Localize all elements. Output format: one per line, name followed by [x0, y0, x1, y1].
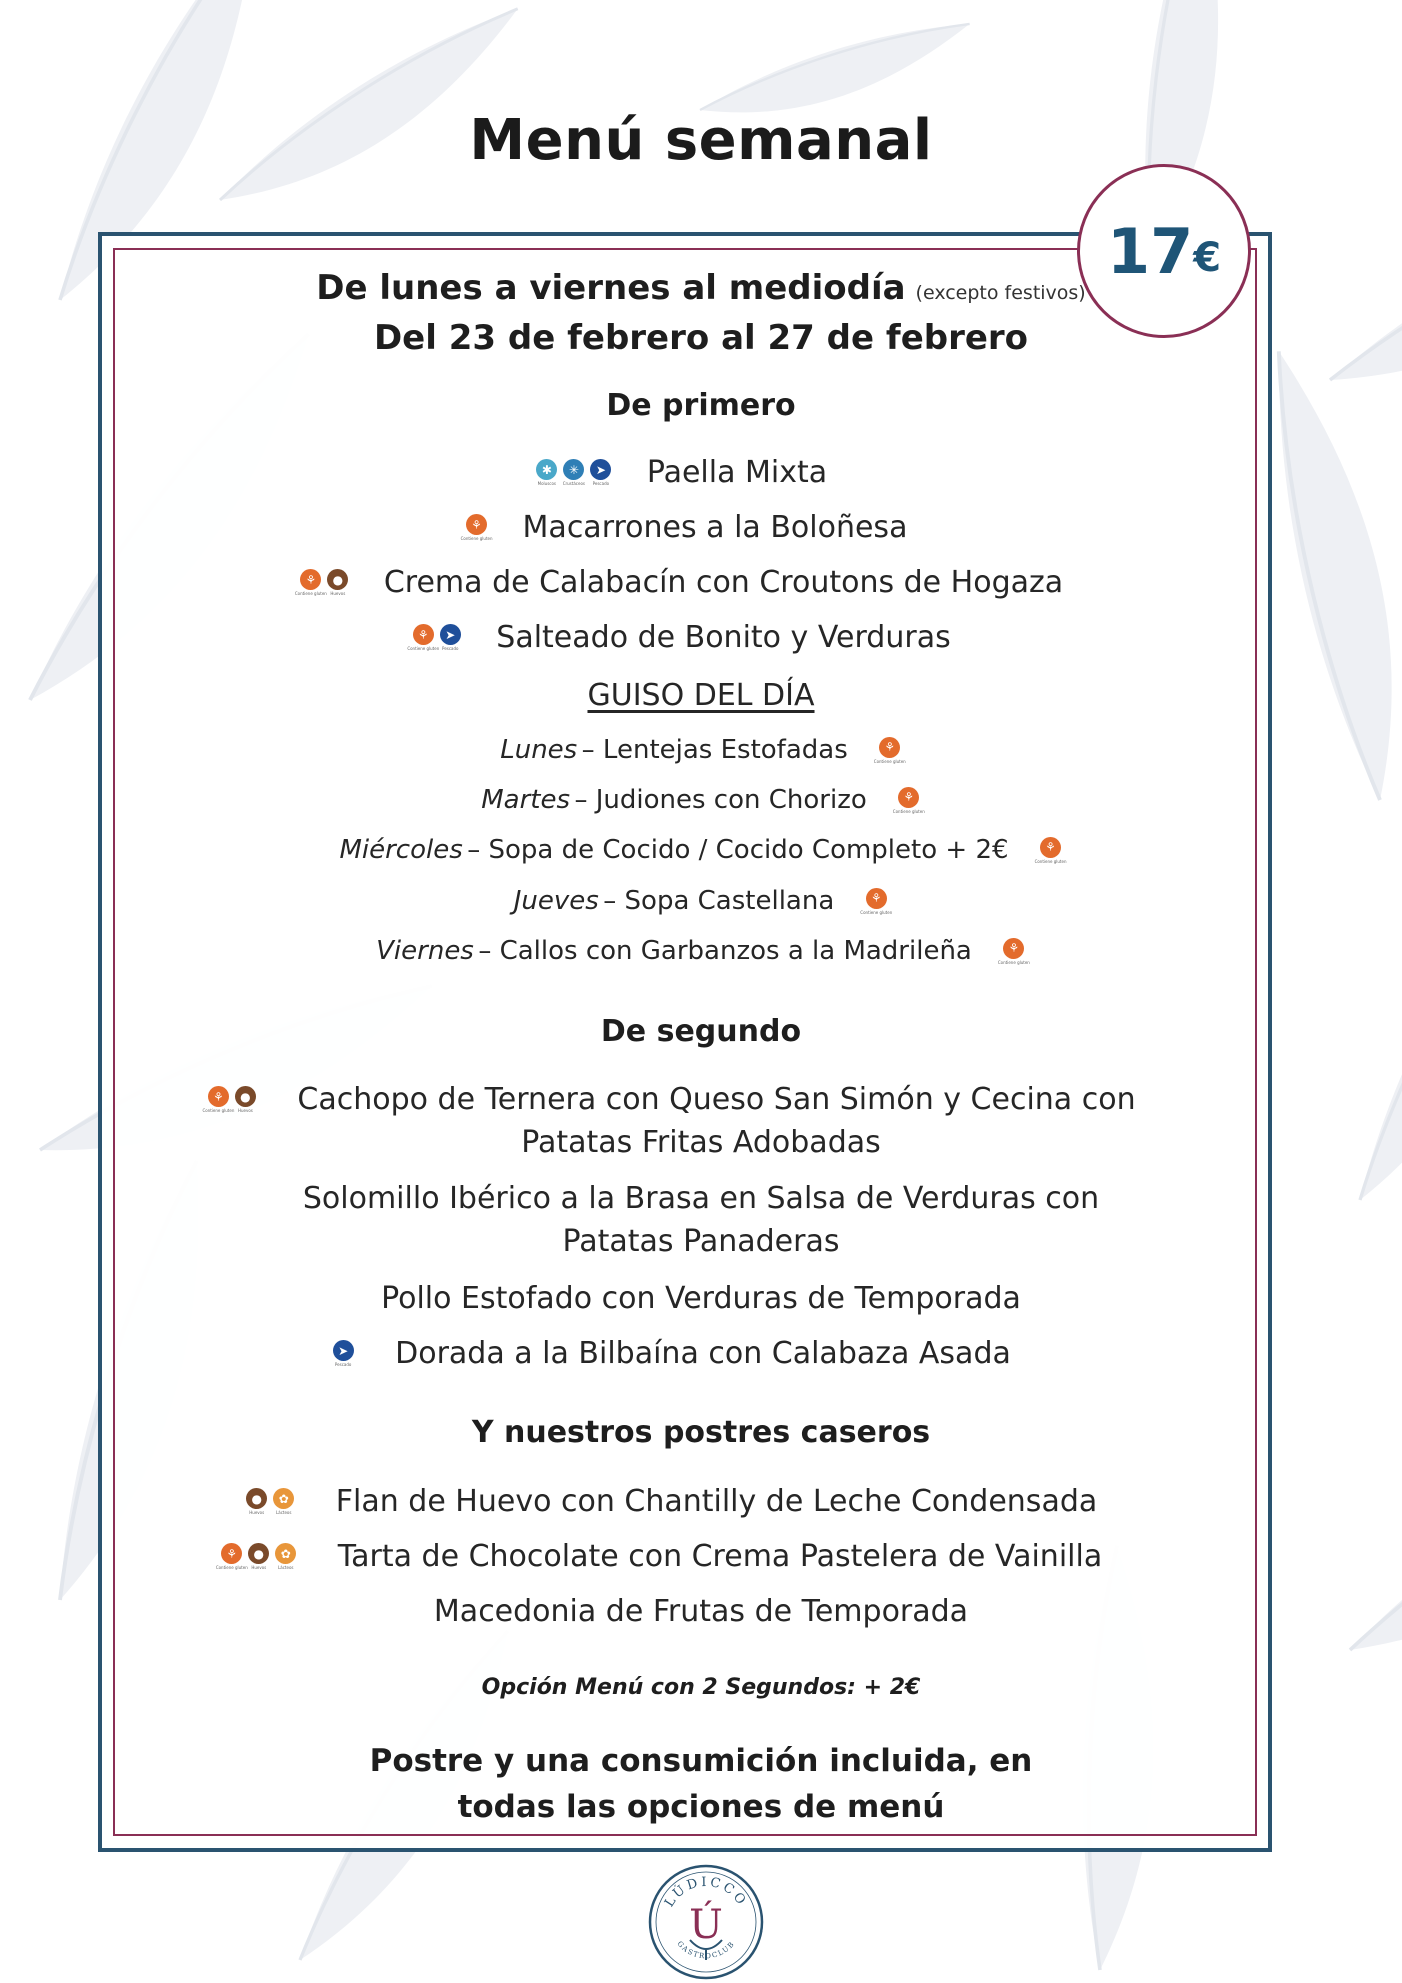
allergen-icons — [860, 888, 893, 915]
dish-row — [0, 510, 1402, 545]
allergen-icons — [202, 1086, 257, 1113]
milk-icon-glyph: ✿ — [275, 1543, 296, 1564]
section-postres — [0, 1415, 1402, 1450]
crab-icon-glyph: ✳ — [563, 459, 584, 480]
price-amount: 17 — [1106, 214, 1194, 288]
dish-row — [0, 1539, 1402, 1574]
dish-row — [0, 1281, 1402, 1316]
fish-icon — [589, 459, 613, 486]
dates-text: Del 23 de febrero al 27 de febrero — [373, 318, 1029, 358]
wheat-icon — [997, 938, 1030, 965]
dish-name-line2: Patatas Panaderas — [562, 1224, 840, 1259]
allergen-icons — [892, 787, 925, 814]
guiso-dish: – Sopa Castellana — [603, 886, 835, 916]
dish-name: Tarta de Chocolate con Crema Pastelera de Vainilla — [337, 1539, 1103, 1574]
guiso-dish: – Lentejas Estofadas — [581, 735, 848, 765]
allergen-caption: Contiene gluten — [215, 1565, 248, 1570]
price-badge — [1077, 164, 1251, 338]
guiso-dish: – Sopa de Cocido / Cocido Completo + 2€ — [467, 835, 1009, 865]
wheat-icon — [873, 737, 906, 764]
option-note: Opción Menú con 2 Segundos: + 2€ — [481, 1675, 921, 1700]
dish-row — [0, 620, 1402, 655]
dish-row — [0, 1181, 1402, 1216]
allergen-caption: Contiene gluten — [873, 758, 906, 764]
allergen-caption: Huevos — [251, 1565, 267, 1570]
guiso-row — [0, 835, 1402, 865]
milk-icon — [272, 1488, 296, 1515]
fish-icon — [331, 1340, 355, 1367]
price-currency: € — [1193, 235, 1222, 281]
allergen-icons — [460, 514, 493, 541]
milk-icon — [274, 1543, 298, 1570]
wheat-icon — [202, 1086, 235, 1113]
guiso-day: Viernes — [376, 936, 474, 966]
allergen-icons — [331, 1340, 355, 1367]
wheat-icon-glyph: ⚘ — [898, 787, 919, 808]
egg-icon-glyph: ● — [327, 569, 348, 590]
dish-name: Dorada a la Bilbaína con Calabaza Asada — [395, 1336, 1011, 1371]
dish-row — [0, 1082, 1402, 1117]
fish-icon-glyph: ➤ — [333, 1340, 354, 1361]
dish-name: Macarrones a la Boloñesa — [522, 510, 908, 545]
dish-row — [0, 1336, 1402, 1371]
allergen-caption: Huevos — [249, 1510, 265, 1515]
allergen-caption: Lácteos — [278, 1565, 294, 1570]
guiso-heading — [0, 678, 1402, 713]
guiso-dish: – Judiones con Chorizo — [574, 785, 867, 815]
dish-name: Pollo Estofado con Verduras de Temporada — [381, 1281, 1021, 1316]
logo-letter: Ú — [689, 1902, 723, 1948]
allergen-icons — [245, 1488, 296, 1515]
wheat-icon — [407, 624, 440, 651]
section-segundo — [0, 1014, 1402, 1049]
wheat-icon — [892, 787, 925, 814]
allergen-icons — [1034, 837, 1067, 864]
dish-name: Flan de Huevo con Chantilly de Leche Condensada — [335, 1484, 1098, 1519]
guiso-day: Martes — [481, 785, 571, 815]
dish-row — [0, 1594, 1402, 1629]
egg-icon-glyph: ● — [248, 1543, 269, 1564]
dish-row — [0, 565, 1402, 600]
fish-icon-glyph: ➤ — [440, 624, 461, 645]
allergen-icons — [215, 1543, 298, 1570]
allergen-icons — [873, 737, 906, 764]
section-primero — [0, 388, 1402, 423]
option-note-line — [0, 1675, 1402, 1700]
dish-row-continuation — [0, 1224, 1402, 1259]
allergen-caption: Crustáceos — [562, 481, 585, 486]
wheat-icon-glyph: ⚘ — [866, 888, 887, 909]
allergen-caption: Pescado — [442, 646, 459, 651]
footer-line — [0, 1789, 1402, 1825]
dish-name: Salteado de Bonito y Verduras — [496, 620, 951, 655]
allergen-icons — [407, 624, 462, 651]
dish-name: Cachopo de Ternera con Queso San Simón y Cecina con — [297, 1082, 1136, 1117]
guiso-row — [0, 936, 1402, 966]
logo-top-text: LÚDICCO — [662, 1874, 750, 1910]
wheat-icon — [215, 1543, 248, 1570]
mollusc-icon — [535, 459, 559, 486]
section-title-segundo: De segundo — [600, 1014, 802, 1049]
allergen-caption: Contiene gluten — [860, 909, 893, 915]
wheat-icon-glyph: ⚘ — [466, 514, 487, 535]
guiso-title: GUISO DEL DÍA — [587, 678, 815, 713]
footer-line — [0, 1743, 1402, 1779]
dish-row — [0, 1484, 1402, 1519]
allergen-caption: Lácteos — [276, 1510, 292, 1515]
allergen-icons — [997, 938, 1030, 965]
wheat-icon-glyph: ⚘ — [208, 1086, 229, 1107]
dish-name-line2: Patatas Fritas Adobadas — [521, 1125, 881, 1160]
allergen-caption: Contiene gluten — [1034, 858, 1067, 864]
section-title-primero: De primero — [606, 388, 796, 423]
ludicco-logo — [646, 1862, 766, 1982]
dish-name: Solomillo Ibérico a la Brasa en Salsa de Verduras con — [302, 1181, 1100, 1216]
egg-icon-glyph: ● — [246, 1488, 267, 1509]
allergen-icons — [535, 459, 613, 486]
wheat-icon-glyph: ⚘ — [1003, 938, 1024, 959]
egg-icon — [233, 1086, 257, 1113]
milk-icon-glyph: ✿ — [273, 1488, 294, 1509]
allergen-caption: Contiene gluten — [460, 536, 493, 541]
dish-row — [0, 455, 1402, 490]
wheat-icon — [294, 569, 327, 596]
guiso-row — [0, 886, 1402, 916]
mollusc-icon-glyph: ✱ — [536, 459, 557, 480]
allergen-caption: Contiene gluten — [892, 808, 925, 814]
dish-row-continuation — [0, 1125, 1402, 1160]
dish-name: Paella Mixta — [646, 455, 828, 490]
guiso-day: Lunes — [500, 735, 578, 765]
schedule-note: (excepto festivos) — [915, 282, 1086, 304]
wheat-icon — [460, 514, 493, 541]
allergen-caption: Pescado — [334, 1362, 352, 1367]
page-title: Menú semanal — [469, 108, 933, 173]
wheat-icon-glyph: ⚘ — [221, 1543, 242, 1564]
dish-name: Macedonia de Frutas de Temporada — [433, 1594, 969, 1629]
allergen-caption: Contiene gluten — [202, 1108, 235, 1113]
logo-bottom-text: GASTROCLUB — [675, 1939, 737, 1961]
allergen-caption: Contiene gluten — [407, 646, 440, 651]
allergen-caption: Contiene gluten — [294, 591, 327, 596]
egg-icon-glyph: ● — [235, 1086, 256, 1107]
egg-icon — [326, 569, 350, 596]
dish-name: Crema de Calabacín con Croutons de Hogaza — [383, 565, 1064, 600]
guiso-day: Jueves — [513, 886, 599, 916]
allergen-icons — [294, 569, 350, 596]
footer-line2: todas las opciones de menú — [457, 1789, 945, 1825]
egg-icon — [245, 1488, 269, 1515]
fish-icon — [438, 624, 462, 651]
allergen-caption: Pescado — [592, 481, 610, 486]
wheat-icon — [860, 888, 893, 915]
allergen-caption: Contiene gluten — [997, 959, 1030, 965]
allergen-caption: Moluscos — [537, 481, 557, 486]
guiso-row — [0, 785, 1402, 815]
fish-icon-glyph: ➤ — [590, 459, 611, 480]
wheat-icon-glyph: ⚘ — [300, 569, 321, 590]
wheat-icon-glyph: ⚘ — [1040, 837, 1061, 858]
wheat-icon — [1034, 837, 1067, 864]
crab-icon — [562, 459, 586, 486]
wheat-icon-glyph: ⚘ — [879, 737, 900, 758]
allergen-caption: Huevos — [330, 591, 346, 596]
wheat-icon-glyph: ⚘ — [413, 624, 434, 645]
egg-icon — [247, 1543, 271, 1570]
guiso-row — [0, 735, 1402, 765]
footer-line1: Postre y una consumición incluida, en — [369, 1743, 1033, 1779]
allergen-caption: Huevos — [237, 1108, 253, 1113]
guiso-day: Miércoles — [339, 835, 463, 865]
schedule-text: De lunes a viernes al mediodía — [316, 268, 906, 308]
guiso-dish: – Callos con Garbanzos a la Madrileña — [478, 936, 972, 966]
section-title-postres: Y nuestros postres caseros — [471, 1415, 931, 1450]
